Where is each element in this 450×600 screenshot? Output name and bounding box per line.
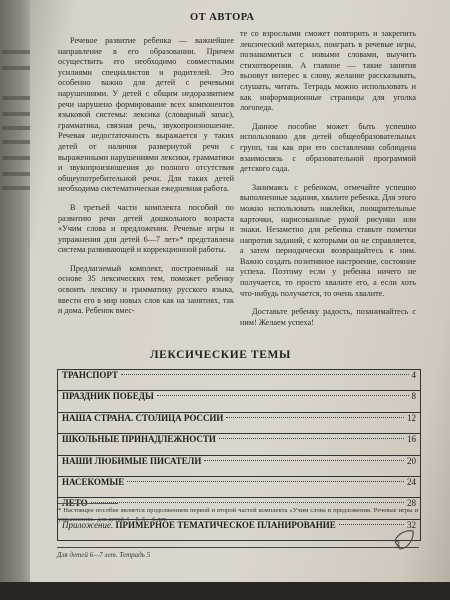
footnote: * Настоящее пособие является продолжением первой и второй частей комплекта «Учим слова и предложения. Речевые игры и упражнения» для детей 4—5, 5—6 лет.: [58, 507, 418, 523]
toc-page: 24: [407, 476, 416, 487]
dot-leader: [121, 374, 409, 375]
toc-row[interactable]: [58, 413, 420, 434]
left-column: [58, 36, 234, 325]
toc-title: НАСЕКОМЫЕ: [62, 476, 125, 487]
toc-row[interactable]: [58, 456, 420, 477]
toc-title: ЛЕТО: [62, 498, 88, 509]
toc-page: 32: [407, 519, 416, 530]
previous-page-edge: [0, 0, 30, 600]
toc-row[interactable]: [58, 434, 420, 455]
lexical-topics-title: ЛЕКСИЧЕСКИЕ ТЕМЫ: [150, 349, 291, 361]
toc-title: НАША СТРАНА. СТОЛИЦА РОССИИ: [62, 412, 224, 423]
toc-title: ПРАЗДНИК ПОБЕДЫ: [62, 391, 154, 402]
toc-page: 4: [411, 370, 416, 380]
footnote-rule: [58, 503, 118, 504]
toc-page: 8: [411, 391, 416, 402]
paragraph: те со взрослыми сможет повторить и закрепить лексический материал, поиграть в речевые игры, познакомиться с новыми словами, выучить стихотворения. А главное — такие занятия вызовут интерес к слову, желание рассказывать, слушать, читать. Тетрадь можно использовать и как информационные страницы для уголка логопеда.: [240, 29, 416, 113]
toc-prefix: Приложение.: [62, 519, 114, 530]
paragraph: В третьей части комплекта пособий по развитию речи детей дошкольного возраста «Учим слова и предложения. Речевые игры и упражнения для детей 6—7 лет»* представлена система развивающей и коррекционной работы.: [58, 202, 234, 255]
toc-title: ТРАНСПОРТ: [62, 370, 118, 380]
right-column: [240, 29, 416, 336]
dot-leader: [226, 417, 404, 418]
toc-title: ШКОЛЬНЫЕ ПРИНАДЛЕЖНОСТИ: [62, 434, 216, 445]
toc-page: 20: [407, 455, 416, 466]
dot-leader: [219, 438, 404, 439]
dot-leader: [204, 460, 404, 461]
paragraph: Речевое развитие ребенка — важнейшее направление в его образовании. Причем осуществить его необходимо совместными усилиями специалистов и родителей. Это особенно важно для детей с речевыми нарушениями. У детей с общим недоразвитием речи нарушено формирование всех компонентов языковой системы: лексика (словарный запас), грамматика, связная речь, звукопроизношение. Речевая недостаточность выражается у таких детей от наличия развернутой речи с выраженными нарушениями лексики, грамматики и звукопроизношения до полного отсутствия общеупотребительной речи. Для таких детей необходима систематическая ежедневная работа.: [58, 36, 234, 194]
toc-page: 28: [407, 498, 416, 509]
toc-page: 16: [407, 434, 416, 445]
page-heading: ОТ АВТОРА: [190, 12, 255, 23]
dot-leader: [91, 502, 404, 503]
toc-row[interactable]: [58, 391, 420, 412]
page-footer: Для детей 6—7 лет. Тетрадь 5: [57, 547, 419, 559]
page-number: 3: [395, 540, 400, 551]
dot-leader: [127, 481, 404, 482]
toc-page: 12: [407, 412, 416, 423]
toc-row[interactable]: [58, 370, 420, 391]
dark-background: [0, 582, 450, 600]
paragraph: Предлагаемый комплект, построенный на основе 35 лексических тем, поможет ребенку освоить лексику и грамматику русского языка, ввести его в мир новых слов как на занятиях, так и дома. Ребенок вмес-: [58, 263, 234, 316]
paragraph: Занимаясь с ребенком, отмечайте успешно выполненные задания, хвалите ребенка. Для этого можно использовать наклейки, поощрительные карточки, нарисованные рукой рисунки или знаки. Незаметно для ребенка ставьте пометки напротив заданий, с которыми он не справляется, а затем периодически возвращайтесь к ним. Важно создать позитивное настроение, состояние успеха. Поэтому если у ребенка ничего не получается, то просто хвалите его, а если хоть что-нибудь получается, то очень хвалите.: [240, 182, 416, 298]
toc-row[interactable]: [58, 477, 420, 498]
toc-title: ПРИМЕРНОЕ ТЕМАТИЧЕСКОЕ ПЛАНИРОВАНИЕ: [115, 519, 336, 530]
toc-title: НАШИ ЛЮБИМЫЕ ПИСАТЕЛИ: [62, 455, 202, 466]
dot-leader: [157, 395, 409, 396]
paragraph: Данное пособие может быть успешно использовано для детей общеобразовательных групп, так как при его составлении соблюдена взаимосвязь с образовательной программой детского сада.: [240, 121, 416, 174]
paragraph: Доставьте ребенку радость, позанимайтесь с ним! Желаем успеха!: [240, 307, 416, 327]
